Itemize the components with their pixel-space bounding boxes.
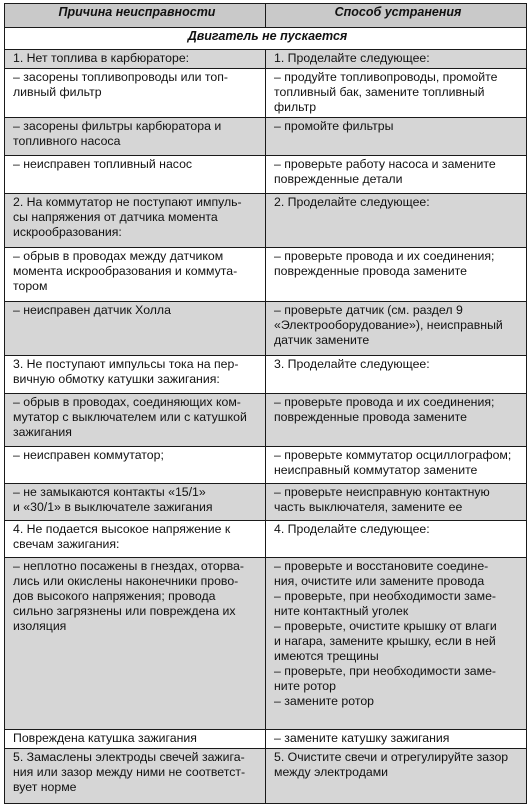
cause-cell <box>5 730 266 749</box>
remedy-cell <box>266 749 527 804</box>
remedy-line: имеются трещины <box>274 649 379 663</box>
cause-line: сильно загрязнены или повреждена их <box>13 604 236 618</box>
cause-cell <box>5 749 266 804</box>
remedy-line: ния, очистите или замените провода <box>274 574 485 588</box>
cause-cell <box>5 302 266 356</box>
remedy-line: 4. Проделайте следующее: <box>274 522 430 536</box>
remedy-line: – проверьте, очистите крышку от влаги <box>274 619 497 633</box>
table-row <box>5 69 527 118</box>
remedy-line: – замените катушку зажигания <box>274 731 450 745</box>
remedy-line: «Электрооборудование»), неисправный <box>274 318 503 332</box>
table-row <box>5 447 527 484</box>
cause-line: свечам зажигания: <box>13 537 120 551</box>
cause-line: искрообразования: <box>13 225 122 239</box>
cause-line: – обрыв в проводах между датчиком <box>13 249 224 263</box>
table-row <box>5 302 527 356</box>
cause-line: вует норме <box>13 780 77 794</box>
cause-line: 2. На коммутатор не поступают импуль- <box>13 195 242 209</box>
table-row <box>5 156 527 194</box>
cause-cell <box>5 394 266 447</box>
remedy-cell <box>266 394 527 447</box>
table-row <box>5 356 527 394</box>
remedy-line: – проверьте коммутатор осциллографом; <box>274 448 512 462</box>
cause-line: – обрыв в проводах, соединяющих ком- <box>13 395 241 409</box>
remedy-line: – проверьте, при необходимости заме- <box>274 664 497 678</box>
table-header-row <box>5 4 527 28</box>
remedy-line: между электродами <box>274 765 389 779</box>
cause-line: изоляция <box>13 619 67 633</box>
remedy-cell <box>266 447 527 484</box>
remedy-cell <box>266 484 527 521</box>
cause-line: – засорены фильтры карбюратора и <box>13 119 222 133</box>
remedy-line: фильтр <box>274 100 317 114</box>
remedy-line: – проверьте, при необходимости заме- <box>274 589 497 603</box>
remedy-line: топливный бак, замените топливный <box>274 85 485 99</box>
table-row <box>5 50 527 69</box>
remedy-cell <box>266 118 527 156</box>
cause-line: дов высокого напряжения; провода <box>13 589 216 603</box>
cause-cell <box>5 118 266 156</box>
cause-line: мутатор с выключателем или с катушкой <box>13 410 247 424</box>
table-row <box>5 394 527 447</box>
table-row <box>5 749 527 804</box>
remedy-cell <box>266 194 527 248</box>
remedy-line: и нагара, замените крышку, если в ней <box>274 634 496 648</box>
remedy-line: – проверьте работу насоса и замените <box>274 157 496 171</box>
cause-line: – неплотно посажены в гнездах, оторва- <box>13 559 244 573</box>
troubleshooting-table <box>4 3 527 804</box>
remedy-line: поврежденные провода замените <box>274 264 467 278</box>
remedy-line: – проверьте датчик (см. раздел 9 <box>274 303 463 317</box>
cause-line: зажигания <box>13 425 72 439</box>
cause-line: ливный фильтр <box>13 85 102 99</box>
remedy-line: – проверьте неисправную контактную <box>274 485 490 499</box>
remedy-line: – проверьте провода и их соединения; <box>274 249 495 263</box>
cause-cell <box>5 69 266 118</box>
table-row <box>5 730 527 749</box>
table-row <box>5 248 527 302</box>
cause-line: Повреждена катушка зажигания <box>13 731 197 745</box>
remedy-cell <box>266 69 527 118</box>
column-header-remedy: Способ устранения <box>266 4 527 28</box>
cause-cell <box>5 194 266 248</box>
cause-line: топливного насоса <box>13 134 121 148</box>
cause-line: – неисправен датчик Холла <box>13 303 171 317</box>
remedy-line: неисправный коммутатор замените <box>274 463 478 477</box>
cause-line: ния или зазор между ними не соответст- <box>13 765 246 779</box>
remedy-line: поврежденные детали <box>274 172 403 186</box>
remedy-line: 1. Проделайте следующее: <box>274 51 430 65</box>
cause-line: 5. Замаслены электроды свечей зажига- <box>13 750 245 764</box>
remedy-line: – промойте фильтры <box>274 119 394 133</box>
remedy-line: – проверьте провода и их соединения; <box>274 395 495 409</box>
cause-line: 1. Нет топлива в карбюраторе: <box>13 51 190 65</box>
cause-cell <box>5 356 266 394</box>
cause-line: вичную обмотку катушки зажигания: <box>13 372 220 386</box>
column-header-cause: Причина неисправности <box>5 4 266 28</box>
cause-line: тором <box>13 279 48 293</box>
cause-line: 3. Не поступают импульсы тока на пер- <box>13 357 239 371</box>
table-row <box>5 521 527 558</box>
cause-line: сы напряжения от датчика момента <box>13 210 218 224</box>
cause-line: – неисправен топливный насос <box>13 157 193 171</box>
cause-line: 4. Не подается высокое напряжение к <box>13 522 231 536</box>
remedy-line: поврежденные провода замените <box>274 410 467 424</box>
remedy-line: – замените ротор <box>274 694 375 708</box>
cause-line: лись или окислены наконечники прово- <box>13 574 239 588</box>
remedy-line: 3. Проделайте следующее: <box>274 357 430 371</box>
remedy-cell <box>266 50 527 69</box>
table-row <box>5 558 527 730</box>
remedy-cell <box>266 156 527 194</box>
remedy-line: 5. Очистите свечи и отрегулируйте зазор <box>274 750 509 764</box>
cause-line: – засорены топливопроводы или топ- <box>13 70 228 84</box>
remedy-cell <box>266 302 527 356</box>
cause-line: – не замыкаются контакты «15/1» <box>13 485 206 499</box>
cause-cell <box>5 50 266 69</box>
remedy-line: ните ротор <box>274 679 336 693</box>
cause-line: момента искрообразования и коммута- <box>13 264 238 278</box>
remedy-cell <box>266 558 527 730</box>
cause-cell <box>5 558 266 730</box>
table-row <box>5 118 527 156</box>
section-title: Двигатель не пускается <box>5 28 527 50</box>
remedy-line: ните контактный уголек <box>274 604 409 618</box>
cause-line: и «30/1» в выключателе зажигания <box>13 500 213 514</box>
remedy-cell <box>266 356 527 394</box>
remedy-line: – продуйте топливопроводы, промойте <box>274 70 498 84</box>
remedy-line: датчик замените <box>274 333 370 347</box>
remedy-line: 2. Проделайте следующее: <box>274 195 430 209</box>
table-row <box>5 194 527 248</box>
cause-cell <box>5 248 266 302</box>
remedy-cell <box>266 521 527 558</box>
section-header-row <box>5 28 527 50</box>
cause-line: – неисправен коммутатор; <box>13 448 164 462</box>
cause-cell <box>5 156 266 194</box>
cause-cell <box>5 521 266 558</box>
cause-cell <box>5 447 266 484</box>
cause-cell <box>5 484 266 521</box>
table-row <box>5 484 527 521</box>
remedy-line: – проверьте и восстановите соедине- <box>274 559 489 573</box>
remedy-line: часть выключателя, замените ее <box>274 500 463 514</box>
remedy-cell <box>266 730 527 749</box>
remedy-cell <box>266 248 527 302</box>
